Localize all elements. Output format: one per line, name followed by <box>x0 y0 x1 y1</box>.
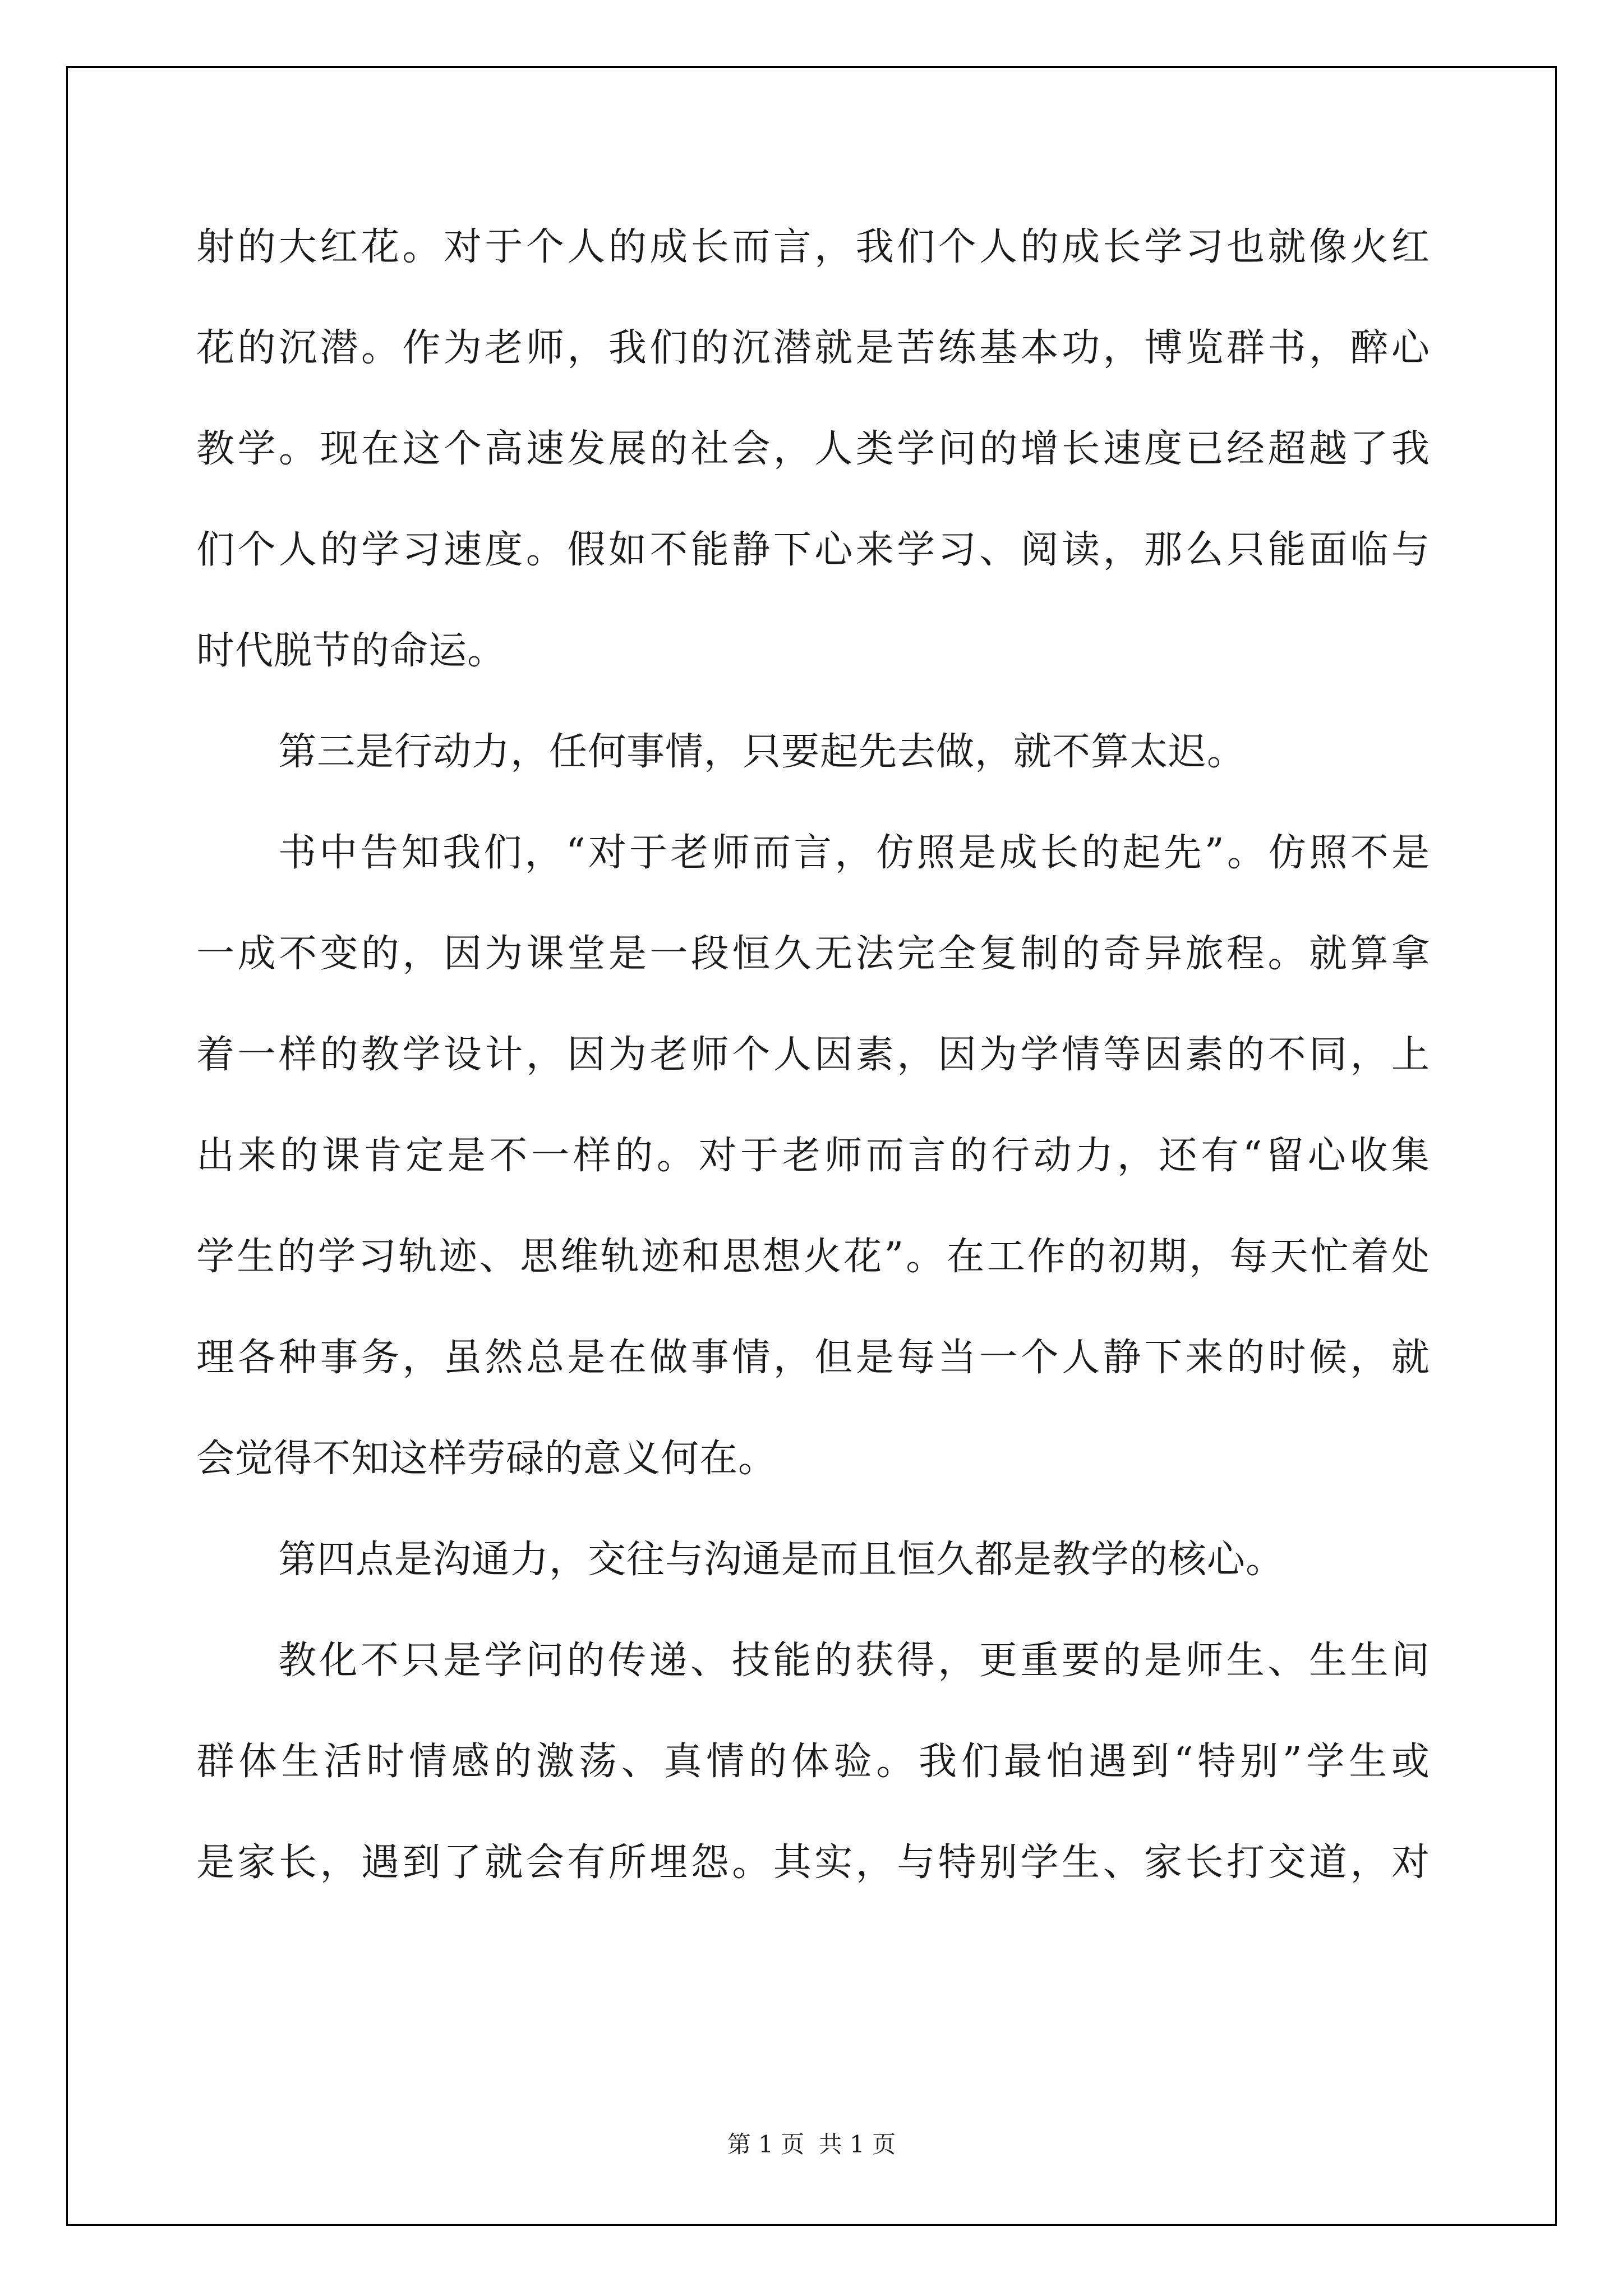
text-line: 时代脱节的命运。 <box>196 629 506 673</box>
text-line: 第三是行动力，任何事情，只要起先去做，就不算太迟。 <box>278 730 1246 774</box>
text-line: 学生的学习轨迹、思维轨迹和思想火花”。在工作的初期，每天忙着处 <box>196 1235 1430 1279</box>
text-line: 是家长，遇到了就会有所埋怨。其实，与特别学生、家长打交道，对 <box>196 1841 1430 1885</box>
text-line: 理各种事务，虽然总是在做事情，但是每当一个人静下来的时候，就 <box>196 1336 1430 1380</box>
text-line: 着一样的教学设计，因为老师个人因素，因为学情等因素的不同，上 <box>196 1033 1430 1077</box>
text-line: 一成不变的，因为课堂是一段恒久无法完全复制的奇异旅程。就算拿 <box>196 932 1430 976</box>
document-body <box>196 197 1430 1913</box>
text-line: 花的沉潜。作为老师，我们的沉潜就是苦练基本功，博览群书，醉心 <box>196 326 1430 370</box>
page-footer <box>0 2126 1623 2160</box>
text-line: 第四点是沟通力，交往与沟通是而且恒久都是教学的核心。 <box>278 1538 1285 1582</box>
text-line: 们个人的学习速度。假如不能静下心来学习、阅读，那么只能面临与 <box>196 528 1430 572</box>
text-line: 书中告知我们，“对于老师而言，仿照是成长的起先”。仿照不是 <box>278 831 1430 875</box>
text-line: 会觉得不知这样劳碌的意义何在。 <box>196 1437 777 1481</box>
text-line: 出来的课肯定是不一样的。对于老师而言的行动力，还有“留心收集 <box>196 1134 1430 1178</box>
text-line: 群体生活时情感的激荡、真情的体验。我们最怕遇到“特别”学生或 <box>196 1740 1430 1784</box>
text-line: 教化不只是学问的传递、技能的获得，更重要的是师生、生生间 <box>278 1639 1430 1683</box>
page-total: 共 1 页 <box>818 2131 896 2158</box>
text-line: 教学。现在这个高速发展的社会，人类学问的增长速度已经超越了我 <box>196 427 1430 471</box>
text-line: 射的大红花。对于个人的成长而言，我们个人的成长学习也就像火红 <box>196 225 1430 269</box>
page-number: 第 1 页 <box>727 2131 805 2158</box>
